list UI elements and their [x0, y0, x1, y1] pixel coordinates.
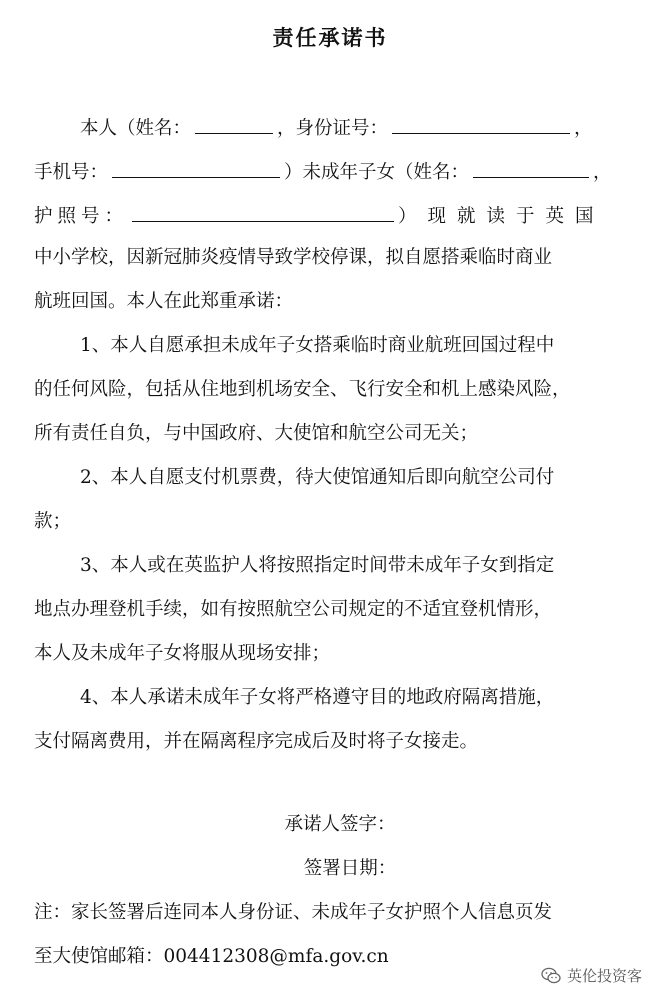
pledge-2-line: 2、本人自愿支付机票费，待大使馆通知后即向航空公司付 — [80, 467, 555, 488]
line-passport — [34, 201, 630, 230]
blank-child-name[interactable] — [473, 157, 589, 178]
watermark-text: 英伦投资客 — [566, 967, 642, 985]
wechat-icon — [541, 967, 561, 985]
blank-phone[interactable] — [112, 157, 280, 178]
text-line: 航班回国。本人在此郑重承诺： — [34, 291, 294, 312]
pledge-4-line: 4、本人承诺未成年子女将严格遵守目的地政府隔离措施， — [80, 687, 555, 708]
pledge-3-line: 本人及未成年子女将服从现场安排； — [34, 643, 331, 664]
signing-date-label: 签署日期： — [303, 858, 397, 879]
label-phone: 手机号： — [34, 162, 109, 183]
document-title: 责任承诺书 — [272, 26, 388, 50]
label-child-name: ）未成年子女（姓名： — [284, 162, 470, 183]
blank-id-number[interactable] — [392, 113, 570, 134]
text-line: 中小学校，因新冠肺炎疫情导致学校停课，拟自愿搭乘临时商业 — [34, 247, 553, 268]
note-email-line: 至大使馆邮箱：004412308@mfa.gov.cn — [34, 946, 389, 967]
text-studying-uk: ）现就读于英国 — [398, 206, 605, 227]
punct-comma: ， — [593, 162, 612, 183]
line-name-id — [80, 113, 630, 142]
punct-comma: ， — [574, 118, 593, 139]
pledge-2-line: 款； — [34, 511, 72, 532]
pledge-1-line: 的任何风险，包括从住地到机场安全、飞行安全和机上感染风险， — [34, 379, 571, 400]
label-id-number: ，身份证号： — [277, 118, 389, 139]
label-passport: 护照号： — [34, 206, 129, 227]
pledge-3-line: 地点办理登机手续，如有按照航空公司规定的不适宜登机情形， — [34, 599, 553, 620]
pledge-4-line: 支付隔离费用，并在隔离程序完成后及时将子女接走。 — [34, 731, 479, 752]
note-line: 注：家长签署后连同本人身份证、未成年子女护照个人信息页发 — [34, 902, 553, 923]
pledge-1-line: 1、本人自愿承担未成年子女搭乘临时商业航班回国过程中 — [80, 335, 555, 356]
blank-name[interactable] — [195, 113, 273, 134]
pledge-1-line: 所有责任自负，与中国政府、大使馆和航空公司无关； — [34, 423, 479, 444]
pledge-3-line: 3、本人或在英监护人将按照指定时间带未成年子女到指定 — [80, 555, 555, 576]
watermark — [541, 965, 642, 986]
signature-label: 承诺人签字： — [284, 814, 396, 835]
line-phone-child — [34, 157, 630, 186]
blank-passport[interactable] — [132, 201, 394, 222]
label-name: 本人（姓名： — [80, 118, 192, 139]
